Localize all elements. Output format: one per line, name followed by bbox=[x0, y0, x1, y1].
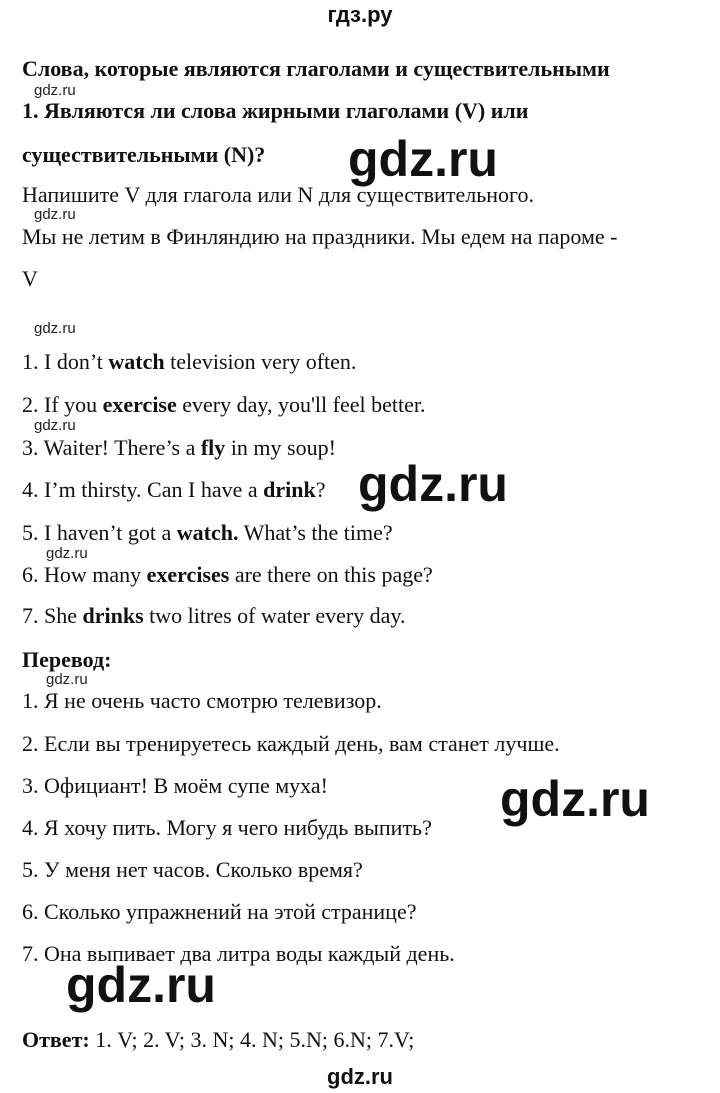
sentence-7: 7. She drinks two litres of water every day. bbox=[22, 603, 406, 628]
sentence-4: 4. I’m thirsty. Can I have a drink? bbox=[22, 477, 326, 502]
watermark-small: gdz.ru bbox=[34, 206, 76, 223]
sentence-6: 6. How many exercises are there on this page? bbox=[22, 562, 433, 587]
watermark-large: gdz.ru bbox=[348, 131, 498, 187]
site-title: гдз.ру bbox=[327, 2, 393, 27]
watermark-small: gdz.ru bbox=[34, 417, 76, 434]
watermark-small: gdz.ru bbox=[34, 82, 76, 99]
translation-line-2: 2. Если вы тренируетесь каждый день, вам станет лучше. bbox=[22, 731, 560, 756]
translation-line-3: 3. Официант! В моём супе муха! bbox=[22, 773, 328, 798]
example-line-2: V bbox=[22, 266, 38, 291]
answer bbox=[22, 1027, 414, 1053]
watermark-large: gdz.ru bbox=[66, 957, 216, 1013]
watermark-small: gdz.ru bbox=[46, 545, 88, 562]
watermark-large: gdz.ru bbox=[358, 456, 508, 512]
translation-line-7: 7. Она выпивает два литра воды каждый день. bbox=[22, 941, 455, 966]
translation-line-5: 5. У меня нет часов. Сколько время? bbox=[22, 857, 363, 882]
page-heading: Слова, которые являются глаголами и существительными bbox=[22, 56, 610, 81]
sentence-5: 5. I haven’t got a watch. What’s the time? bbox=[22, 520, 393, 545]
task-line-1: 1. Являются ли слова жирными глаголами (V) или bbox=[22, 98, 529, 123]
watermark-large: gdz.ru bbox=[500, 771, 650, 827]
answer-text: 1. V; 2. V; 3. N; 4. N; 5.N; 6.N; 7.V; bbox=[89, 1027, 415, 1052]
watermark-small: gdz.ru bbox=[46, 671, 88, 688]
task-line-2: существительными (N)? bbox=[22, 142, 266, 167]
watermark-small: gdz.ru bbox=[34, 320, 76, 337]
example-line-1: Мы не летим в Финляндию на праздники. Мы едем на пароме - bbox=[22, 224, 618, 249]
answer-label: Ответ: bbox=[22, 1027, 90, 1052]
translation-heading: Перевод: bbox=[22, 647, 112, 672]
sentence-2: 2. If you exercise every day, you'll feel better. bbox=[22, 392, 426, 417]
footer-watermark: gdz.ru bbox=[327, 1064, 393, 1089]
translation-line-1: 1. Я не очень часто смотрю телевизор. bbox=[22, 688, 382, 713]
translation-line-4: 4. Я хочу пить. Могу я чего нибудь выпить? bbox=[22, 815, 432, 840]
instruction: Напишите V для глагола или N для существительного. bbox=[22, 182, 534, 207]
translation-line-6: 6. Сколько упражнений на этой странице? bbox=[22, 899, 417, 924]
sentence-1: 1. I don’t watch television very often. bbox=[22, 349, 357, 374]
sentence-3: 3. Waiter! There’s a fly in my soup! bbox=[22, 435, 336, 460]
